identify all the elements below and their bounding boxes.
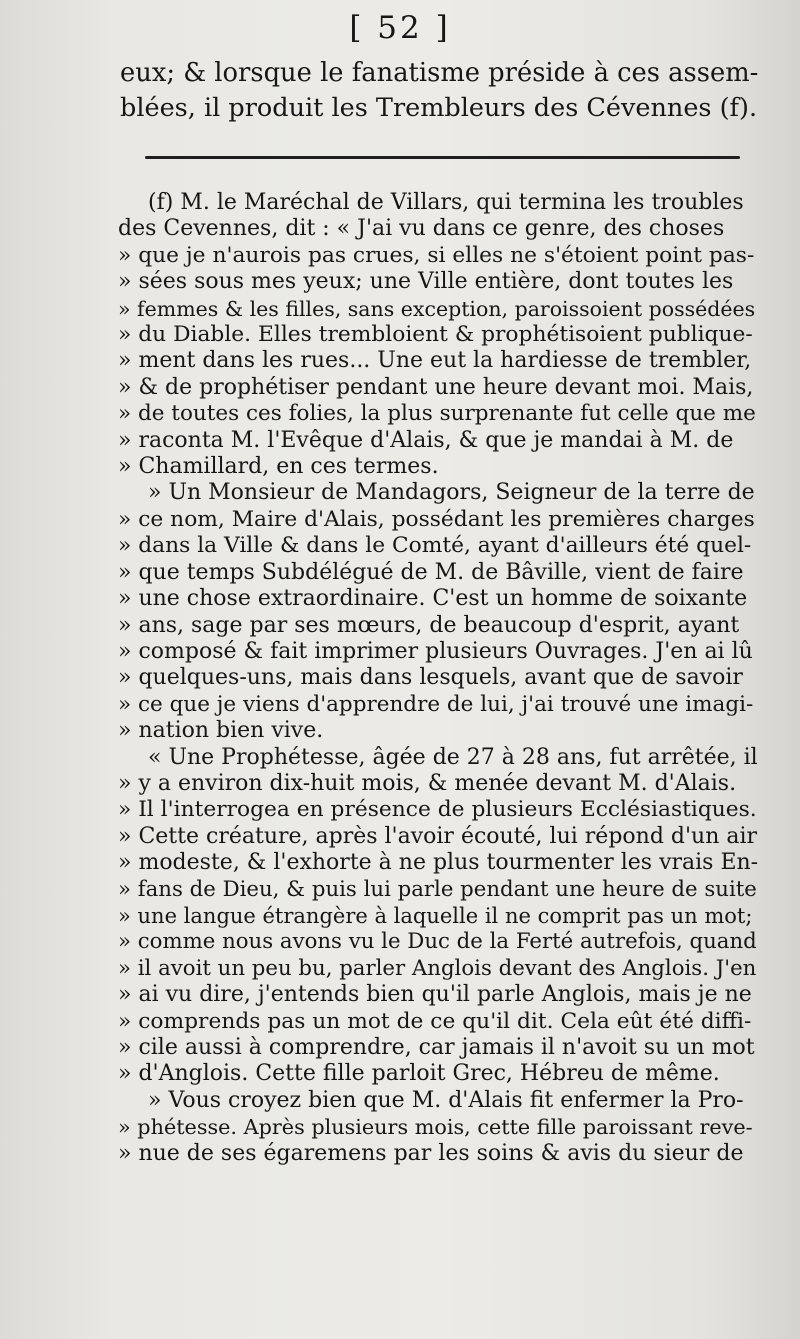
footnote-line: » il avoit un peu bu, parler Anglois devant des Anglois. J'en <box>118 955 757 981</box>
footnote-line: » cile aussi à comprendre, car jamais il n'avoit su un mot <box>118 1035 755 1060</box>
footnote-line: » Un Monsieur de Mandagors, Seigneur de la terre de <box>148 480 755 506</box>
footnote-line: » ai vu dire, j'entends bien qu'il parle Anglois, mais je ne <box>118 982 752 1008</box>
footnote-line: des Cevennes, dit : « J'ai vu dans ce genre, des choses <box>118 216 725 242</box>
footnote-line: » une langue étrangère à laquelle il ne comprit pas un mot; <box>118 903 753 928</box>
main-text <box>120 56 760 126</box>
footnote-line: » nation bien vive. <box>118 718 324 744</box>
footnote-line: » d'Anglois. Cette fille parloit Grec, Hébreu de même. <box>118 1061 720 1087</box>
main-text-line: eux; & lorsque le fanatisme préside à ces assem- <box>120 58 759 88</box>
footnote-line: » femmes & les filles, sans exception, paroissoient possédées <box>118 296 756 321</box>
separator-rule <box>145 156 740 159</box>
main-text-line: blées, il produit les Trembleurs des Cévennes (f). <box>120 93 758 123</box>
footnote-line: » ment dans les rues... Une eut la hardiesse de trembler, <box>118 348 752 374</box>
footnote-line: » phétesse. Après plusieurs mois, cette fille paroissant reve- <box>118 1115 753 1140</box>
footnote-line: » de toutes ces folies, la plus surprenante fut celle que me <box>118 401 756 427</box>
footnote-line: » comme nous avons vu le Duc de la Ferté autrefois, quand <box>118 929 757 955</box>
footnote-line: » nue de ses égaremens par les soins & avis du sieur de <box>118 1140 744 1166</box>
footnote-line: » une chose extraordinaire. C'est un homme de soixante <box>118 586 748 612</box>
footnote-line: « Une Prophétesse, âgée de 27 à 28 ans, fut arrêtée, il <box>148 744 758 770</box>
footnote-line: » ans, sage par ses mœurs, de beaucoup d'esprit, ayant <box>118 612 740 638</box>
footnote-line: (f) M. le Maréchal de Villars, qui termina les troubles <box>148 190 744 215</box>
footnote-line: » fans de Dieu, & puis lui parle pendant une heure de suite <box>118 876 757 902</box>
footnote-line: » Chamillard, en ces termes. <box>118 454 439 480</box>
footnote-line: » modeste, & l'exhorte à ne plus tourmenter les vrais En- <box>118 850 759 876</box>
footnote-line: » Cette créature, après l'avoir écouté, lui répond d'un air <box>118 823 758 849</box>
footnote <box>118 190 758 1167</box>
footnote-line: » comprends pas un mot de ce qu'il dit. Cela eût été diffi- <box>118 1008 752 1034</box>
footnote-line: » ce que je viens d'apprendre de lui, j'ai trouvé une imagi- <box>118 691 754 717</box>
footnote-line: » raconta M. l'Evêque d'Alais, & que je mandai à M. de <box>118 427 734 453</box>
footnote-line: » & de prophétiser pendant une heure devant moi. Mais, <box>118 374 754 400</box>
footnote-line: » ce nom, Maire d'Alais, possédant les premières charges <box>118 506 755 532</box>
footnote-line: » composé & fait imprimer plusieurs Ouvrages. J'en ai lû <box>118 638 753 664</box>
page-number: [ 52 ] <box>349 10 451 46</box>
footnote-line: » Il l'interrogea en présence de plusieurs Ecclésiastiques. <box>118 797 757 823</box>
footnote-line: » y a environ dix-huit mois, & menée devant M. d'Alais. <box>118 770 737 796</box>
footnote-line: » du Diable. Elles trembloient & prophétisoient publique- <box>118 322 753 348</box>
footnote-line: » sées sous mes yeux; une Ville entière, dont toutes les <box>118 269 734 295</box>
footnote-line: » dans la Ville & dans le Comté, ayant d'ailleurs été quel- <box>118 533 752 559</box>
footnote-line: » que je n'aurois pas crues, si elles ne s'étoient point pas- <box>118 242 755 268</box>
footnote-line: » Vous croyez bien que M. d'Alais fit enfermer la Pro- <box>148 1087 744 1113</box>
footnote-line: » quelques-uns, mais dans lesquels, avant que de savoir <box>118 665 743 691</box>
footnote-line: » que temps Subdélégué de M. de Bâville, vient de faire <box>118 559 744 585</box>
